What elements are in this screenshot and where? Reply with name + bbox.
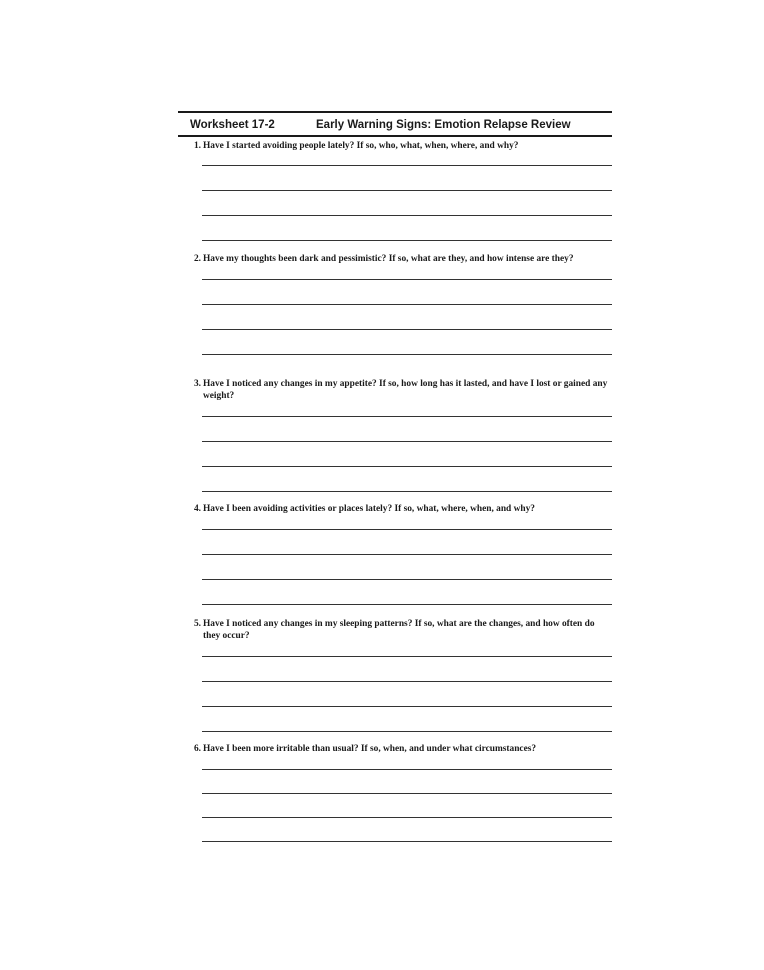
answer-line[interactable] — [202, 165, 612, 166]
question-text: Have I noticed any changes in my sleeping patterns? If so, what are the changes, and how often do they occur? — [203, 619, 595, 641]
answer-line[interactable] — [202, 215, 612, 216]
answer-line[interactable] — [202, 817, 612, 818]
answer-lines — [202, 165, 612, 241]
question-text: Have I noticed any changes in my appetite? If so, how long has it lasted, and have I lost or gained any weight? — [203, 379, 608, 401]
worksheet — [178, 111, 612, 754]
answer-line[interactable] — [202, 769, 612, 770]
worksheet-id: Worksheet 17-2 — [190, 119, 275, 131]
question-number: 3. — [193, 379, 201, 389]
answer-line[interactable] — [202, 731, 612, 732]
answer-lines — [202, 416, 612, 492]
answer-line[interactable] — [202, 604, 612, 605]
answer-line[interactable] — [202, 190, 612, 191]
question-3 — [178, 378, 612, 492]
question-5 — [178, 618, 612, 732]
question-2 — [178, 253, 612, 355]
answer-lines — [202, 529, 612, 605]
question-number: 4. — [193, 504, 201, 514]
answer-line[interactable] — [202, 466, 612, 467]
answer-line[interactable] — [202, 491, 612, 492]
answer-lines — [202, 656, 612, 732]
answer-lines — [202, 279, 612, 355]
answer-line[interactable] — [202, 416, 612, 417]
question-number: 1. — [193, 141, 201, 151]
answer-line[interactable] — [202, 279, 612, 280]
question-4 — [178, 503, 612, 605]
answer-line[interactable] — [202, 841, 612, 842]
worksheet-title: Early Warning Signs: Emotion Relapse Review — [316, 119, 571, 131]
question-text: Have my thoughts been dark and pessimistic? If so, what are they, and how intense are they? — [203, 254, 574, 264]
question-text: Have I started avoiding people lately? If so, who, what, when, where, and why? — [203, 141, 519, 151]
answer-line[interactable] — [202, 793, 612, 794]
answer-line[interactable] — [202, 441, 612, 442]
question-text: Have I been more irritable than usual? If so, when, and under what circumstances? — [203, 744, 537, 754]
answer-line[interactable] — [202, 554, 612, 555]
answer-line[interactable] — [202, 579, 612, 580]
header-bottom-rule — [178, 135, 612, 137]
answer-lines — [202, 769, 612, 842]
answer-line[interactable] — [202, 304, 612, 305]
worksheet-header — [178, 113, 612, 135]
question-6 — [178, 743, 612, 842]
question-number: 6. — [193, 744, 201, 754]
answer-line[interactable] — [202, 656, 612, 657]
answer-line[interactable] — [202, 240, 612, 241]
question-number: 2. — [193, 254, 201, 264]
answer-line[interactable] — [202, 354, 612, 355]
answer-line[interactable] — [202, 329, 612, 330]
question-number: 5. — [193, 619, 201, 629]
answer-line[interactable] — [202, 681, 612, 682]
answer-line[interactable] — [202, 529, 612, 530]
question-text: Have I been avoiding activities or places lately? If so, what, where, when, and why? — [203, 504, 535, 514]
answer-line[interactable] — [202, 706, 612, 707]
question-1 — [178, 140, 612, 241]
